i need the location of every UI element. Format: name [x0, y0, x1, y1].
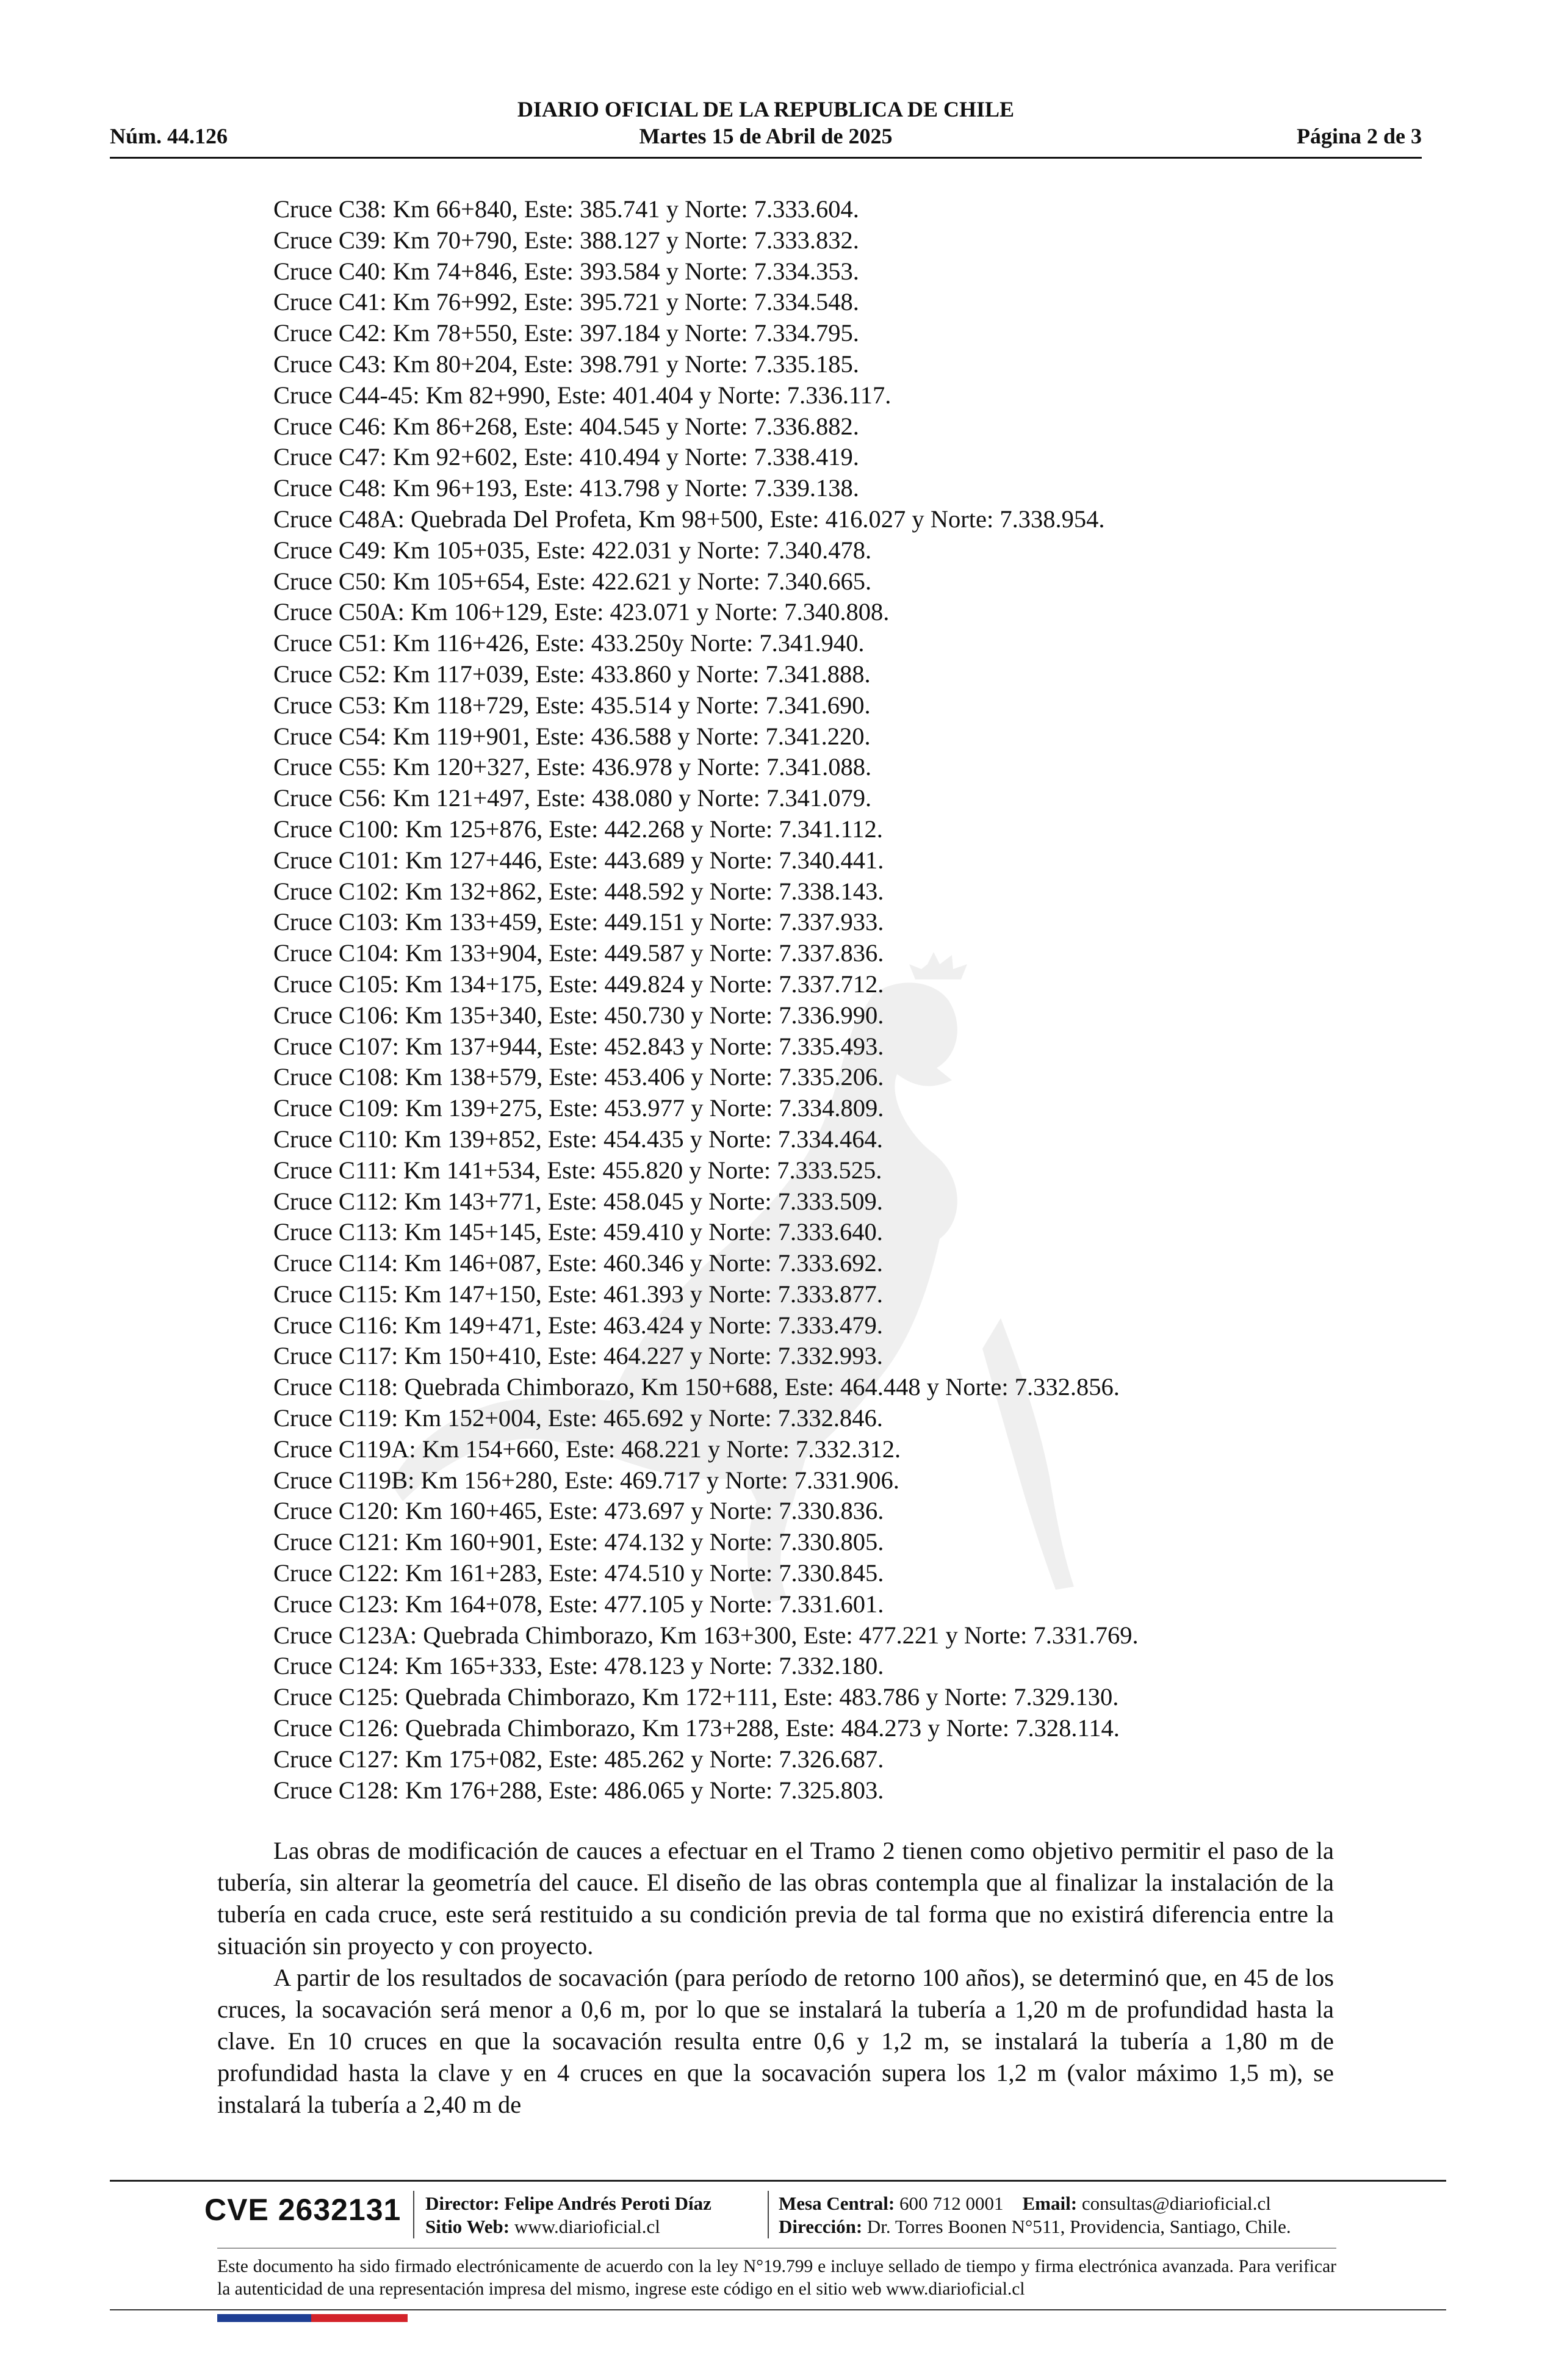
list-item: Cruce C115: Km 147+150, Este: 461.393 y Norte: 7.333.877. [273, 1280, 883, 1308]
list-item: Cruce C50: Km 105+654, Este: 422.621 y Norte: 7.340.665. [273, 567, 872, 595]
list-item: Cruce C107: Km 137+944, Este: 452.843 y Norte: 7.335.493. [273, 1032, 884, 1060]
list-item: Cruce C38: Km 66+840, Este: 385.741 y Norte: 7.333.604. [273, 195, 859, 223]
signature-disclaimer: Este documento ha sido firmado electrónicamente de acuerdo con la ley N°19.799 e incluye sellado de tiempo y firma electrónica avanzada. Para verificar la autenticidad de una representación impresa del mismo, ingrese este código en el sitio web www.diarioficial.cl [217, 2257, 1336, 2299]
list-item: Cruce C119: Km 152+004, Este: 465.692 y Norte: 7.332.846. [273, 1404, 883, 1432]
list-item: Cruce C102: Km 132+862, Este: 448.592 y Norte: 7.338.143. [273, 877, 884, 905]
gazette-title: DIARIO OFICIAL DE LA REPUBLICA DE CHILE [517, 97, 1015, 121]
list-item: Cruce C43: Km 80+204, Este: 398.791 y Norte: 7.335.185. [273, 350, 859, 378]
page-indicator: Página 2 de 3 [1296, 124, 1422, 148]
list-item: Cruce C126: Quebrada Chimborazo, Km 173+288, Este: 484.273 y Norte: 7.328.114. [273, 1714, 1120, 1742]
issue-number: Núm. 44.126 [110, 124, 228, 148]
footer-divider [110, 2180, 1446, 2182]
list-item: Cruce C120: Km 160+465, Este: 473.697 y Norte: 7.330.836. [273, 1497, 884, 1525]
list-item: Cruce C52: Km 117+039, Este: 433.860 y Norte: 7.341.888. [273, 660, 871, 688]
header-divider [110, 157, 1422, 159]
list-item: Cruce C48A: Quebrada Del Profeta, Km 98+500, Este: 416.027 y Norte: 7.338.954. [273, 505, 1105, 533]
page-header [110, 93, 1422, 159]
list-item: Cruce C112: Km 143+771, Este: 458.045 y Norte: 7.333.509. [273, 1187, 883, 1215]
list-item: Cruce C56: Km 121+497, Este: 438.080 y Norte: 7.341.079. [273, 784, 872, 812]
body-text [217, 1835, 1334, 2121]
list-item: Cruce C118: Quebrada Chimborazo, Km 150+688, Este: 464.448 y Norte: 7.332.856. [273, 1373, 1120, 1401]
list-item: Cruce C55: Km 120+327, Este: 436.978 y Norte: 7.341.088. [273, 753, 872, 781]
list-item: Cruce C127: Km 175+082, Este: 485.262 y Norte: 7.326.687. [273, 1745, 884, 1773]
email-label: Email: [1022, 2193, 1078, 2214]
list-item: Cruce C42: Km 78+550, Este: 397.184 y Norte: 7.334.795. [273, 319, 859, 347]
footer-thin-divider [217, 2248, 1336, 2249]
paragraph: A partir de los resultados de socavación (para período de retorno 100 años), se determinó que, en 45 de los cruces, la socavación será menor a 0,6 m, por lo que se instalará la tubería a 1,20 m de profundidad hasta la clave. En 10 cruces en que la socavación resulta entre 0,6 y 1,2 m, se instalará la tubería a 1,80 m de profundidad hasta la clave y en 4 cruces en que la socavación supera los 1,2 m (valor máximo 1,5 m), se instalará la tubería a 2,40 m de [217, 1964, 1334, 2118]
email-link[interactable]: consultas@diarioficial.cl [1081, 2193, 1271, 2214]
list-item: Cruce C122: Km 161+283, Este: 474.510 y Norte: 7.330.845. [273, 1559, 884, 1587]
list-item: Cruce C119A: Km 154+660, Este: 468.221 y Norte: 7.332.312. [273, 1435, 901, 1463]
list-item: Cruce C108: Km 138+579, Este: 453.406 y Norte: 7.335.206. [273, 1063, 884, 1091]
paragraph: Las obras de modificación de cauces a efectuar en el Tramo 2 tienen como objetivo permitir el paso de la tubería, sin alterar la geometría del cauce. El diseño de las obras contempla que al finalizar la instalación de la tubería en cada cruce, este será restituido a su condición previa de tal forma que no existirá diferencia entre la situación sin proyecto y con proyecto. [217, 1837, 1334, 1960]
footer-director-block [425, 2192, 711, 2238]
footer-separator [768, 2191, 769, 2238]
list-item: Cruce C121: Km 160+901, Este: 474.132 y Norte: 7.330.805. [273, 1528, 884, 1556]
address-text: Dr. Torres Boonen N°511, Providencia, Santiago, Chile. [866, 2216, 1291, 2237]
phone-number: 600 712 0001 [899, 2193, 1004, 2214]
list-item: Cruce C111: Km 141+534, Este: 455.820 y Norte: 7.333.525. [273, 1156, 882, 1184]
list-item: Cruce C119B: Km 156+280, Este: 469.717 y Norte: 7.331.906. [273, 1466, 899, 1494]
list-item: Cruce C48: Km 96+193, Este: 413.798 y Norte: 7.339.138. [273, 474, 859, 502]
list-item: Cruce C123A: Quebrada Chimborazo, Km 163+300, Este: 477.221 y Norte: 7.331.769. [273, 1621, 1139, 1649]
phone-label: Mesa Central: [779, 2193, 895, 2214]
list-item: Cruce C116: Km 149+471, Este: 463.424 y Norte: 7.333.479. [273, 1311, 883, 1339]
list-item: Cruce C128: Km 176+288, Este: 486.065 y Norte: 7.325.803. [273, 1776, 884, 1804]
list-item: Cruce C54: Km 119+901, Este: 436.588 y Norte: 7.341.220. [273, 722, 871, 750]
list-item: Cruce C105: Km 134+175, Este: 449.824 y Norte: 7.337.712. [273, 970, 884, 998]
list-item: Cruce C46: Km 86+268, Este: 404.545 y Norte: 7.336.882. [273, 412, 859, 440]
list-item: Cruce C47: Km 92+602, Este: 410.494 y Norte: 7.338.419. [273, 443, 859, 471]
website-label: Sitio Web: [425, 2216, 510, 2237]
list-item: Cruce C44-45: Km 82+990, Este: 401.404 y Norte: 7.336.117. [273, 381, 891, 409]
list-item: Cruce C53: Km 118+729, Este: 435.514 y Norte: 7.341.690. [273, 691, 871, 719]
footer-contact-block [779, 2192, 1291, 2238]
address-label: Dirección: [779, 2216, 863, 2237]
list-item: Cruce C114: Km 146+087, Este: 460.346 y Norte: 7.333.692. [273, 1249, 883, 1277]
issue-date: Martes 15 de Abril de 2025 [639, 124, 893, 148]
list-item: Cruce C124: Km 165+333, Este: 478.123 y Norte: 7.332.180. [273, 1652, 884, 1680]
director-label: Director: [425, 2193, 500, 2214]
footer-bottom-divider [110, 2309, 1446, 2310]
list-item: Cruce C125: Quebrada Chimborazo, Km 172+111, Este: 483.786 y Norte: 7.329.130. [273, 1683, 1119, 1711]
list-item: Cruce C101: Km 127+446, Este: 443.689 y Norte: 7.340.441. [273, 846, 884, 874]
list-item: Cruce C51: Km 116+426, Este: 433.250y Norte: 7.341.940. [273, 629, 865, 657]
cve-code: CVE 2632131 [204, 2193, 402, 2227]
list-item: Cruce C50A: Km 106+129, Este: 423.071 y Norte: 7.340.808. [273, 598, 890, 626]
list-item: Cruce C103: Km 133+459, Este: 449.151 y Norte: 7.337.933. [273, 908, 884, 936]
list-item: Cruce C100: Km 125+876, Este: 442.268 y Norte: 7.341.112. [273, 815, 883, 843]
list-item: Cruce C106: Km 135+340, Este: 450.730 y Norte: 7.336.990. [273, 1001, 884, 1029]
list-item: Cruce C104: Km 133+904, Este: 449.587 y Norte: 7.337.836. [273, 939, 884, 967]
website-link[interactable]: www.diarioficial.cl [514, 2216, 660, 2237]
list-item: Cruce C39: Km 70+790, Este: 388.127 y Norte: 7.333.832. [273, 226, 859, 254]
list-item: Cruce C109: Km 139+275, Este: 453.977 y Norte: 7.334.809. [273, 1094, 884, 1122]
flag-stripe-red [311, 2314, 408, 2322]
list-item: Cruce C113: Km 145+145, Este: 459.410 y Norte: 7.333.640. [273, 1218, 883, 1246]
list-item: Cruce C110: Km 139+852, Este: 454.435 y Norte: 7.334.464. [273, 1125, 883, 1153]
list-item: Cruce C49: Km 105+035, Este: 422.031 y Norte: 7.340.478. [273, 536, 872, 564]
list-item: Cruce C117: Km 150+410, Este: 464.227 y Norte: 7.332.993. [273, 1342, 883, 1370]
footer-separator [413, 2191, 414, 2238]
director-name: Felipe Andrés Peroti Díaz [504, 2193, 711, 2214]
list-item: Cruce C41: Km 76+992, Este: 395.721 y Norte: 7.334.548. [273, 288, 859, 316]
flag-stripe-blue [217, 2314, 311, 2322]
list-item: Cruce C40: Km 74+846, Este: 393.584 y Norte: 7.334.353. [273, 257, 859, 285]
list-item: Cruce C123: Km 164+078, Este: 477.105 y Norte: 7.331.601. [273, 1590, 884, 1618]
crossings-list [273, 194, 1433, 1806]
